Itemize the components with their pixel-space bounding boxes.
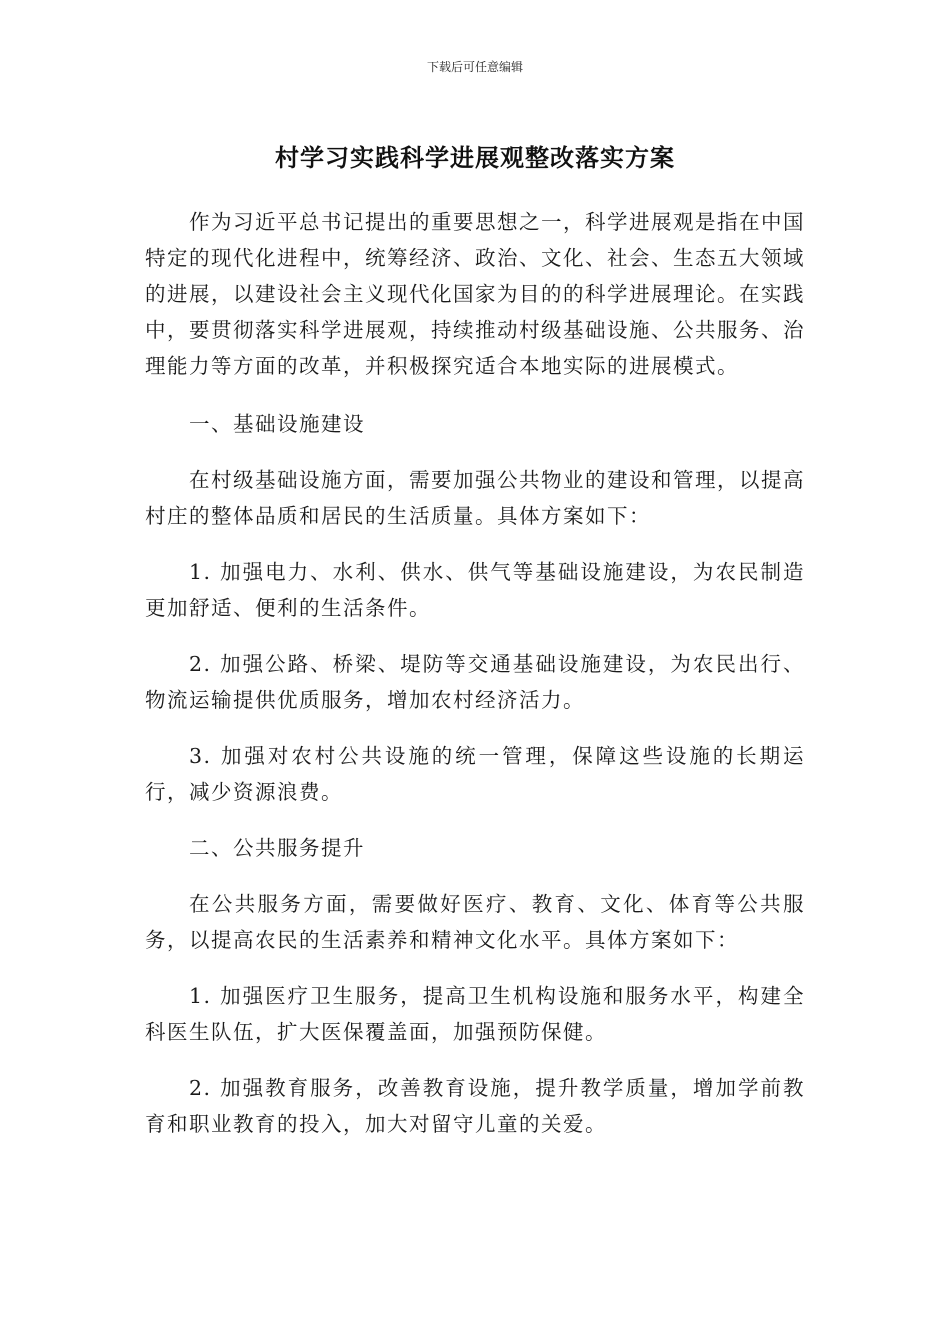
document-body — [145, 204, 805, 1162]
public-service-item-1: 1. 加强医疗卫生服务，提高卫生机构设施和服务水平，构建全科医生队伍，扩大医保覆盖面，加强预防保健。 — [145, 984, 805, 1044]
section-heading-infrastructure: 一、基础设施建设 — [189, 412, 365, 436]
public-service-item-2: 2. 加强教育服务，改善教育设施，提升教学质量，增加学前教育和职业教育的投入，加大对留守儿童的关爱。 — [145, 1076, 805, 1136]
intro-paragraph: 作为习近平总书记提出的重要思想之一，科学进展观是指在中国特定的现代化进程中，统筹经济、政治、文化、社会、生态五大领域的进展，以建设社会主义现代化国家为目的的科学进展理论。在实践中，要贯彻落实科学进展观，持续推动村级基础设施、公共服务、治理能力等方面的改革，并积极探究适合本地实际的进展模式。 — [145, 210, 805, 378]
infrastructure-paragraph: 在村级基础设施方面，需要加强公共物业的建设和管理，以提高村庄的整体品质和居民的生活质量。具体方案如下： — [145, 468, 805, 528]
document-title: 村学习实践科学进展观整改落实方案 — [275, 144, 675, 172]
section-heading-public-service: 二、公共服务提升 — [189, 836, 365, 860]
public-service-paragraph: 在公共服务方面，需要做好医疗、教育、文化、体育等公共服务，以提高农民的生活素养和精神文化水平。具体方案如下： — [145, 892, 805, 952]
infrastructure-item-1: 1. 加强电力、水利、供水、供气等基础设施建设，为农民制造更加舒适、便利的生活条件。 — [145, 560, 805, 620]
infrastructure-item-2: 2. 加强公路、桥梁、堤防等交通基础设施建设，为农民出行、物流运输提供优质服务，增加农村经济活力。 — [145, 652, 805, 712]
header-note: 下载后可任意编辑 — [426, 60, 523, 74]
infrastructure-item-3: 3. 加强对农村公共设施的统一管理，保障这些设施的长期运行，减少资源浪费。 — [145, 744, 805, 804]
